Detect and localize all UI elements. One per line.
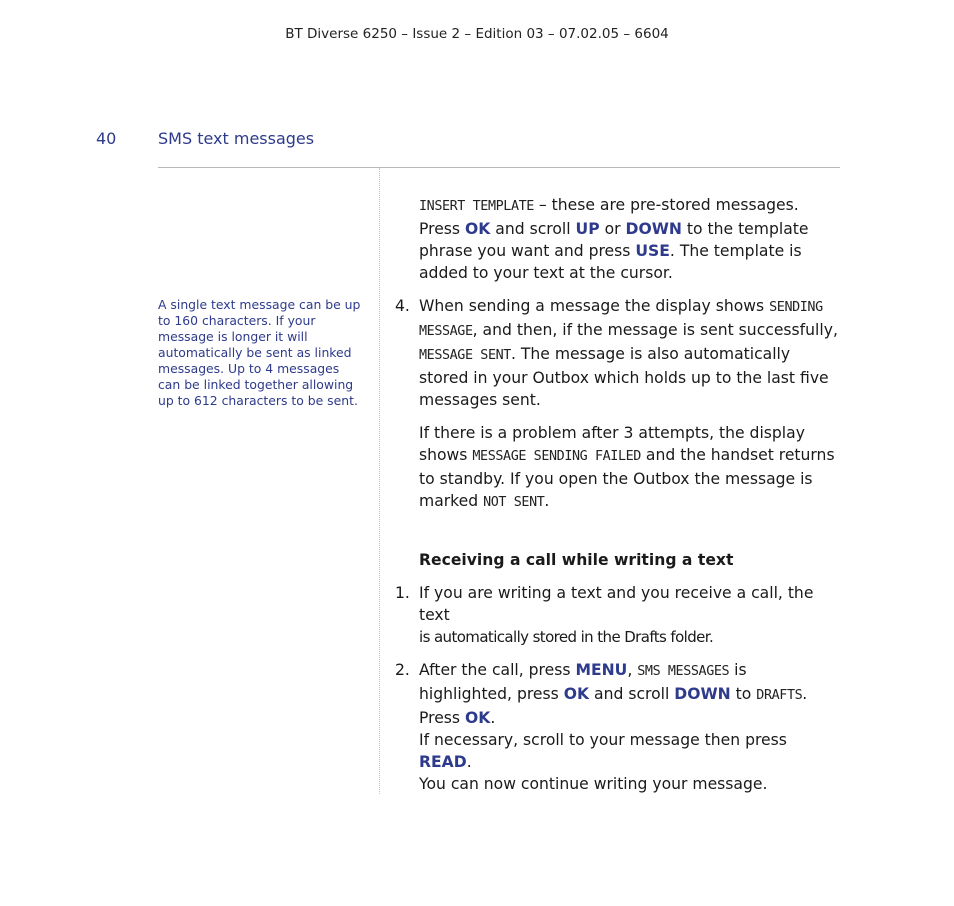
step-4: 4. When sending a message the display shows SENDING MESSAGE, and then, if the message is sent successfully, MESSAGE SENT. The message is also automatically stored in your Outbox which holds up to the last five messages sent. bbox=[395, 297, 838, 409]
display-text: DRAFTS bbox=[756, 688, 803, 703]
key-label: DOWN bbox=[674, 685, 731, 703]
key-label: OK bbox=[465, 220, 491, 238]
receiving-step-1: 1. If you are writing a text and you receive a call, the text is automatically stored in the Drafts folder. bbox=[395, 584, 814, 646]
key-label: UP bbox=[575, 220, 600, 238]
key-label: OK bbox=[465, 709, 491, 727]
key-label: MENU bbox=[575, 661, 628, 679]
key-label: USE bbox=[635, 242, 670, 260]
key-label: READ bbox=[419, 753, 467, 771]
key-label: DOWN bbox=[625, 220, 682, 238]
display-text: MESSAGE SENDING FAILED bbox=[472, 449, 641, 464]
sidenote: A single text message can be up to 160 characters. If your message is longer it will automatically be sent as linked messages. Up to 4 messages can be linked together allowing up to 612 characters to be sent. bbox=[158, 297, 361, 408]
page-number: 40 bbox=[96, 129, 117, 148]
display-text: NOT SENT bbox=[483, 495, 545, 510]
receiving-step-2: 2. After the call, press MENU, SMS MESSAGES is highlighted, press OK and scroll DOWN to DRAFTS. Press OK. If necessary, scroll to your message then press READ. You can now continue writing your message. bbox=[395, 661, 808, 793]
display-text: SMS MESSAGES bbox=[637, 664, 730, 679]
display-text: INSERT TEMPLATE bbox=[419, 199, 534, 214]
display-text: MESSAGE SENT bbox=[419, 348, 511, 363]
display-text: SENDING MESSAGE bbox=[419, 300, 823, 339]
step-number: 2. bbox=[395, 661, 410, 679]
document-header: BT Diverse 6250 – Issue 2 – Edition 03 – 07.02.05 – 6604 bbox=[285, 26, 669, 42]
header-rule bbox=[158, 167, 840, 168]
subheading: Receiving a call while writing a text bbox=[419, 551, 734, 569]
main-column bbox=[395, 194, 843, 795]
section-title: SMS text messages bbox=[158, 129, 315, 148]
step-number: 4. bbox=[395, 297, 410, 315]
problem-paragraph: If there is a problem after 3 attempts, the display shows MESSAGE SENDING FAILED and the handset returns to standby. If you open the Outbox the message is marked NOT SENT. bbox=[419, 424, 835, 510]
step-number: 1. bbox=[395, 584, 410, 602]
column-divider bbox=[379, 168, 381, 794]
key-label: OK bbox=[563, 685, 590, 703]
template-paragraph: INSERT TEMPLATE – these are pre-stored messages. Press OK and scroll UP or DOWN to the template phrase you want and press USE. The template is added to your text at the cursor. bbox=[419, 196, 809, 282]
